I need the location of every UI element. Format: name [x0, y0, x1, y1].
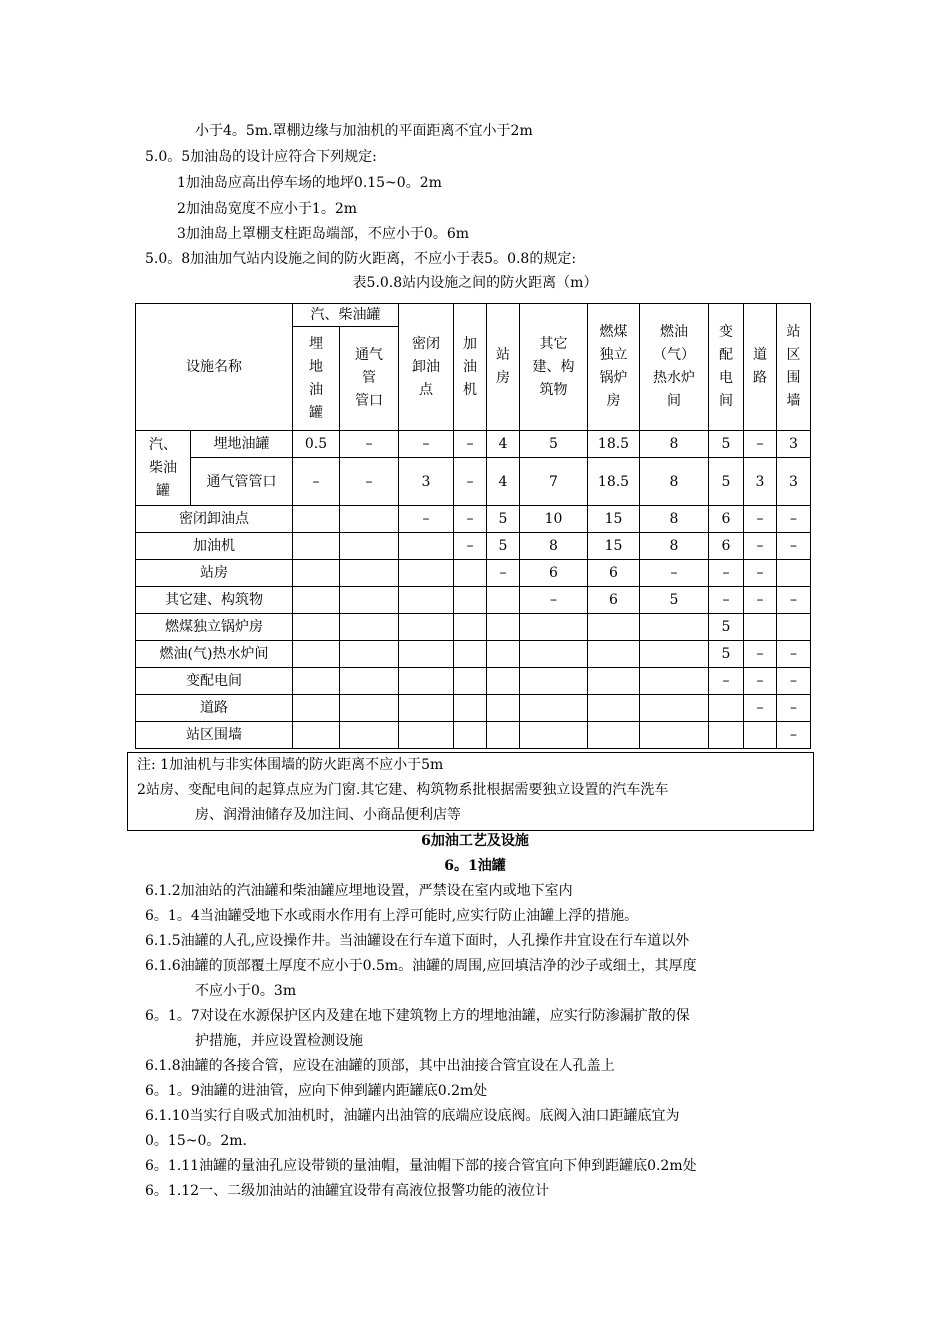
table-cell: [399, 560, 454, 587]
table-cell: 15: [588, 533, 640, 560]
table-cell: [520, 641, 588, 668]
table-cell: [709, 695, 744, 722]
note-2a: 2站房、变配电间的起算点应为门窗.其它建、构筑物系批根据需要独立设置的汽车洗车: [137, 782, 669, 798]
header-facility: 设施名称: [136, 304, 293, 431]
table-cell: 3: [777, 458, 811, 506]
table-cell: [487, 641, 520, 668]
table-cell: –: [744, 506, 777, 533]
table-cell: –: [520, 587, 588, 614]
clause-6-1-10: 6.1.10当实行自吸式加油机时，油罐内出油管的底端应设底阀。底阀入油口距罐底宜为: [145, 1108, 680, 1124]
table-cell: 0.5: [293, 431, 340, 458]
header-station-house: 站 房: [487, 304, 520, 431]
table-row: [136, 695, 811, 722]
clause-6-1-6-cont: 不应小于0。3m: [195, 983, 297, 999]
table-cell: –: [454, 431, 487, 458]
table-cell: [399, 587, 454, 614]
table-cell: 4: [487, 458, 520, 506]
table-row: [136, 458, 811, 506]
table-cell: [588, 641, 640, 668]
table-cell: –: [293, 458, 340, 506]
table-row: [136, 506, 811, 533]
clause-6-1-9: 6。1。9油罐的进油管，应向下伸到罐内距罐底0.2m处: [145, 1083, 488, 1099]
row-label: 站区围墙: [136, 722, 293, 749]
table-cell: [399, 533, 454, 560]
row-label: 燃油(气)热水炉间: [136, 641, 293, 668]
table-cell: 8: [640, 431, 709, 458]
table-cell: [454, 641, 487, 668]
table-cell: 6: [520, 560, 588, 587]
header-power-room: 变 配 电 间: [709, 304, 744, 431]
table-cell: –: [777, 533, 811, 560]
table-cell: –: [399, 506, 454, 533]
row-label: 燃煤独立锅炉房: [136, 614, 293, 641]
table-cell: [744, 614, 777, 641]
table-cell: [293, 668, 340, 695]
table-cell: [454, 614, 487, 641]
table-cell: [454, 560, 487, 587]
table-cell: [487, 587, 520, 614]
note-1: 注: 1加油机与非实体围墙的防火距离不应小于5m: [137, 757, 444, 773]
table-cell: 3: [399, 458, 454, 506]
table-cell: 3: [777, 431, 811, 458]
table-cell: [340, 641, 399, 668]
intro-line-6: 5.0。8加油加气站内设施之间的防火距离，不应小于表5。0.8的规定:: [145, 251, 577, 267]
table-cell: [340, 506, 399, 533]
table-cell: –: [640, 560, 709, 587]
table-row: [136, 533, 811, 560]
table-cell: [520, 695, 588, 722]
row-label: 变配电间: [136, 668, 293, 695]
table-cell: [293, 506, 340, 533]
clause-6-1-6: 6.1.6油罐的顶部覆土厚度不应小于0.5m。油罐的周围,应回填洁净的沙子或细土，其厚度: [145, 958, 697, 974]
table-cell: [340, 560, 399, 587]
row-label: 通气管管口: [191, 458, 293, 506]
note-2b: 房、润滑油储存及加注间、小商品便利店等: [195, 807, 461, 823]
table-cell: [588, 614, 640, 641]
table-cell: [340, 695, 399, 722]
table-row: [136, 431, 811, 458]
table-cell: 5: [520, 431, 588, 458]
table-cell: 6: [709, 506, 744, 533]
table-cell: [744, 722, 777, 749]
table-cell: 6: [588, 560, 640, 587]
row-label: 加油机: [136, 533, 293, 560]
section-title: 6。1油罐: [444, 858, 506, 874]
table-cell: [340, 533, 399, 560]
table-cell: 8: [640, 458, 709, 506]
table-cell: –: [454, 458, 487, 506]
table-cell: –: [709, 587, 744, 614]
table-cell: [777, 614, 811, 641]
table-cell: –: [744, 695, 777, 722]
clause-6-1-7: 6。1。7对设在水源保护区内及建在地下建筑物上方的埋地油罐，应实行防渗漏扩散的保: [145, 1008, 690, 1024]
table-cell: [293, 587, 340, 614]
table-cell: [399, 614, 454, 641]
table-cell: –: [454, 506, 487, 533]
table-cell: 18.5: [588, 431, 640, 458]
intro-line-4: 2加油岛宽度不应小于1。2m: [177, 201, 357, 217]
table-cell: 7: [520, 458, 588, 506]
table-cell: 6: [588, 587, 640, 614]
table-cell: [293, 695, 340, 722]
table-cell: [709, 722, 744, 749]
table-cell: –: [744, 587, 777, 614]
header-dispenser: 加 油 机: [454, 304, 487, 431]
header-sealed-unloading: 密闭 卸油 点: [399, 304, 454, 431]
table-cell: [640, 614, 709, 641]
table-cell: [399, 722, 454, 749]
table-cell: –: [487, 560, 520, 587]
row-label: 道路: [136, 695, 293, 722]
clause-6-1-7-cont: 护措施，并应设置检测设施: [195, 1033, 363, 1049]
table-cell: 18.5: [588, 458, 640, 506]
intro-line-1: 小于4。5m.罩棚边缘与加油机的平面距离不宜小于2m: [195, 123, 533, 139]
table-cell: [588, 695, 640, 722]
table-cell: –: [744, 431, 777, 458]
table-cell: 6: [709, 533, 744, 560]
table-cell: [487, 614, 520, 641]
table-row: [136, 641, 811, 668]
header-oil-boiler: 燃油 （气） 热水炉 间: [640, 304, 709, 431]
row-group-label: 汽、 柴油 罐: [136, 431, 191, 506]
table-cell: [777, 560, 811, 587]
table-cell: [399, 668, 454, 695]
table-cell: [640, 695, 709, 722]
clause-6-1-8: 6.1.8油罐的各接合管，应设在油罐的顶部，其中出油接合管宜设在人孔盖上: [145, 1058, 615, 1074]
table-cell: [520, 668, 588, 695]
header-coal-boiler: 燃煤 独立 锅炉 房: [588, 304, 640, 431]
table-cell: [340, 587, 399, 614]
clause-6-1-12: 6。1.12一、二级加油站的油罐宜设带有高液位报警功能的液位计: [145, 1183, 550, 1199]
table-cell: 5: [487, 533, 520, 560]
table-cell: [588, 722, 640, 749]
table-caption: 表5.0.8站内设施之间的防火距离（m）: [352, 275, 598, 291]
table-cell: [293, 560, 340, 587]
table-cell: [293, 533, 340, 560]
header-tank-group: 汽、柴油罐: [293, 304, 399, 327]
table-cell: 5: [709, 641, 744, 668]
table-cell: [293, 614, 340, 641]
table-cell: –: [777, 722, 811, 749]
table-cell: 3: [744, 458, 777, 506]
table-cell: [520, 614, 588, 641]
table-cell: –: [744, 641, 777, 668]
row-label: 站房: [136, 560, 293, 587]
header-road: 道 路: [744, 304, 777, 431]
table-cell: [293, 722, 340, 749]
clause-6-1-2: 6.1.2加油站的汽油罐和柴油罐应埋地设置，严禁设在室内或地下室内: [145, 883, 573, 899]
table-cell: –: [744, 533, 777, 560]
table-cell: [454, 722, 487, 749]
table-cell: [454, 668, 487, 695]
header-other-buildings: 其它 建、构 筑物: [520, 304, 588, 431]
table-cell: 10: [520, 506, 588, 533]
table-cell: –: [744, 668, 777, 695]
row-label: 密闭卸油点: [136, 506, 293, 533]
table-row: [136, 560, 811, 587]
clause-6-1-4: 6。1。4当油罐受地下水或雨水作用有上浮可能时,应实行防止油罐上浮的措施。: [145, 908, 639, 924]
intro-line-2: 5.0。5加油岛的设计应符合下列规定:: [145, 149, 377, 165]
table-cell: [399, 641, 454, 668]
row-label: 其它建、构筑物: [136, 587, 293, 614]
header-site-wall: 站 区 围 墙: [777, 304, 811, 431]
table-row: [136, 722, 811, 749]
clause-6-1-11: 6。1.11油罐的量油孔应设带锁的量油帽，量油帽下部的接合管宜向下伸到距罐底0.2m处: [145, 1158, 697, 1174]
fire-distance-table: [135, 303, 811, 749]
table-cell: [487, 668, 520, 695]
table-cell: 8: [640, 506, 709, 533]
table-cell: [340, 614, 399, 641]
table-cell: –: [744, 560, 777, 587]
table-cell: [293, 641, 340, 668]
table-cell: –: [340, 458, 399, 506]
header-buried-tank: 埋 地 油 罐: [293, 327, 340, 431]
chapter-title: 6加油工艺及设施: [421, 833, 529, 849]
table-cell: 8: [520, 533, 588, 560]
table-cell: 5: [487, 506, 520, 533]
table-cell: [487, 695, 520, 722]
table-cell: [454, 587, 487, 614]
clause-6-1-10-cont: 0。15~0。2m.: [145, 1133, 247, 1149]
table-cell: –: [777, 668, 811, 695]
table-notes: [127, 752, 814, 831]
table-row: [136, 587, 811, 614]
table-cell: –: [340, 431, 399, 458]
table-cell: –: [777, 587, 811, 614]
table-cell: 5: [709, 614, 744, 641]
table-cell: –: [709, 668, 744, 695]
table-cell: –: [399, 431, 454, 458]
intro-line-5: 3加油岛上罩棚支柱距岛端部，不应小于0。6m: [177, 226, 469, 242]
table-cell: [454, 695, 487, 722]
header-vent-pipe: 通气 管 管口: [340, 327, 399, 431]
table-cell: [640, 668, 709, 695]
table-cell: [588, 668, 640, 695]
table-cell: 4: [487, 431, 520, 458]
table-cell: [640, 722, 709, 749]
table-cell: 15: [588, 506, 640, 533]
table-cell: [340, 668, 399, 695]
table-cell: –: [777, 641, 811, 668]
table-cell: [640, 641, 709, 668]
table-cell: –: [777, 506, 811, 533]
table-cell: –: [454, 533, 487, 560]
table-cell: –: [777, 695, 811, 722]
table-cell: [520, 722, 588, 749]
table-cell: 5: [709, 458, 744, 506]
table-row: [136, 614, 811, 641]
table-cell: 5: [709, 431, 744, 458]
intro-line-3: 1加油岛应高出停车场的地坪0.15~0。2m: [177, 175, 442, 191]
table-cell: [340, 722, 399, 749]
table-cell: –: [709, 560, 744, 587]
table-body: [136, 431, 811, 749]
table-cell: 5: [640, 587, 709, 614]
clause-6-1-5: 6.1.5油罐的人孔,应设操作井。当油罐设在行车道下面时，人孔操作井宜设在行车道以外: [145, 933, 690, 949]
row-label: 埋地油罐: [191, 431, 293, 458]
table-cell: [399, 695, 454, 722]
table-cell: 8: [640, 533, 709, 560]
table-cell: [487, 722, 520, 749]
table-row: [136, 668, 811, 695]
